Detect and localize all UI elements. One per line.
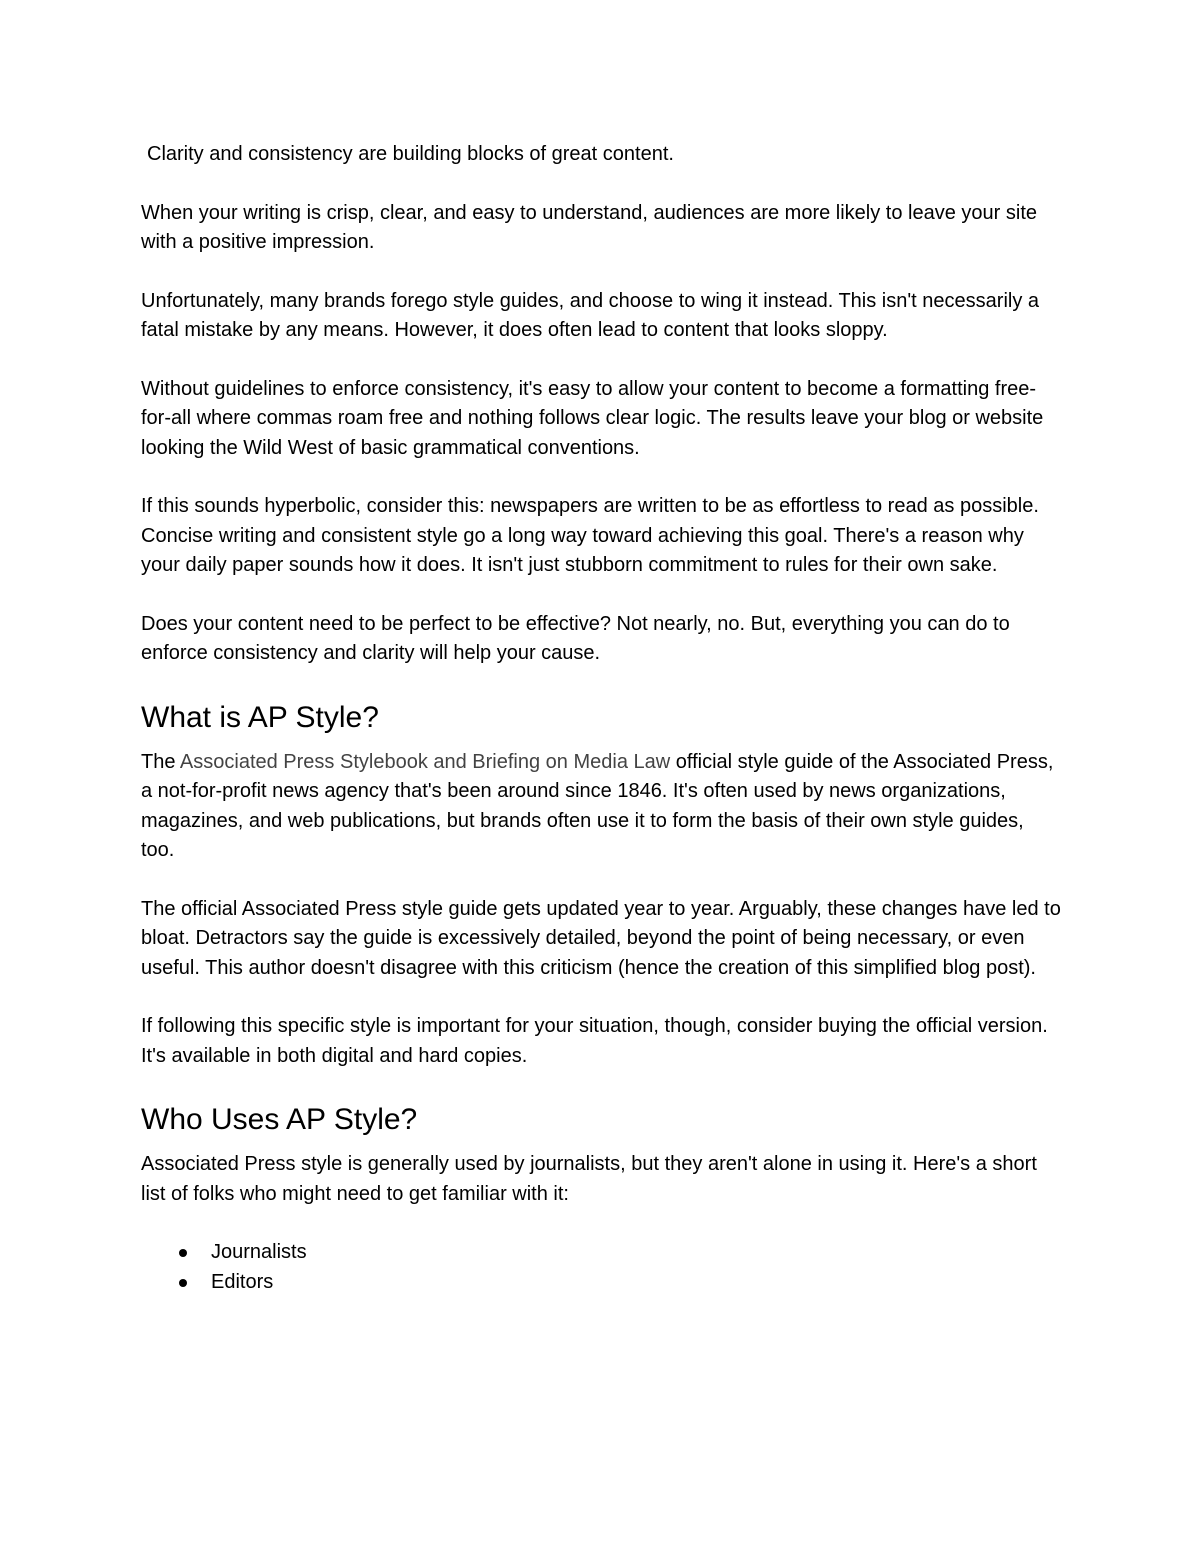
bullet-icon: [179, 1249, 187, 1257]
section2-paragraph-1: Associated Press style is generally used by journalists, but they aren't alone in using it. Here's a short list of folks who might need to get familiar with it:: [141, 1153, 1037, 1205]
list-item-label: Journalists: [211, 1241, 307, 1263]
intro-paragraph-3: Unfortunately, many brands forego style guides, and choose to wing it instead. This isn't necessarily a fatal mistake by any means. However, it does often lead to content that looks sloppy.: [141, 289, 1040, 341]
heading-who-uses-ap-style: Who Uses AP Style?: [141, 1103, 418, 1136]
heading-what-is-ap-style: What is AP Style?: [141, 700, 379, 734]
stylebook-title: Associated Press Stylebook and Briefing on Media Law: [179, 750, 671, 773]
section1-paragraph-3: If following this specific style is important for your situation, though, consider buying the official version. It's available in both digital and hard copies.: [141, 1015, 1048, 1067]
intro-paragraph-6: Does your content need to be perfect to be effective? Not nearly, no. But, everything you can do to enforce consistency and clarity will help your cause.: [141, 612, 1010, 664]
bullet-icon: [179, 1279, 187, 1287]
section1-p1-prefix: The: [141, 750, 180, 773]
list-item: [141, 1268, 1061, 1298]
section1-paragraph-1: [141, 748, 1061, 866]
intro-paragraph-1: Clarity and consistency are building blocks of great content.: [147, 143, 674, 165]
intro-paragraph-2: When your writing is crisp, clear, and easy to understand, audiences are more likely to leave your site with a positive impression.: [141, 201, 1037, 253]
intro-paragraph-4: Without guidelines to enforce consistency, it's easy to allow your content to become a formatting free-for-all where commas roam free and nothing follows clear logic. The results leave your blog or website looking the Wild West of basic grammatical conventions.: [141, 377, 1044, 459]
list-item: [141, 1238, 1061, 1268]
intro-paragraph-5: If this sounds hyperbolic, consider this: newspapers are written to be as effortless to read as possible. Concise writing and consistent style go a long way toward achieving this goal. There's a reason why your daily paper sounds how it does. It isn't just stubborn commitment to rules for their own sake.: [141, 495, 1039, 576]
document-page: [141, 140, 1061, 1297]
section1-p1-rest: official style guide of the Associated Press, a not-for-profit news agency that's been around since 1846. It's often used by news organizations, magazines, and web publications, but brands often use it to form the basis of their own style guides, too.: [141, 750, 1054, 861]
section1-paragraph-2: The official Associated Press style guide gets updated year to year. Arguably, these changes have led to bloat. Detractors say the guide is excessively detailed, beyond the point of being necessary, or even useful. This author doesn't disagree with this criticism (hence the creation of this simplified blog post).: [141, 897, 1061, 979]
list-item-label: Editors: [211, 1270, 274, 1293]
users-list: [141, 1238, 1061, 1297]
